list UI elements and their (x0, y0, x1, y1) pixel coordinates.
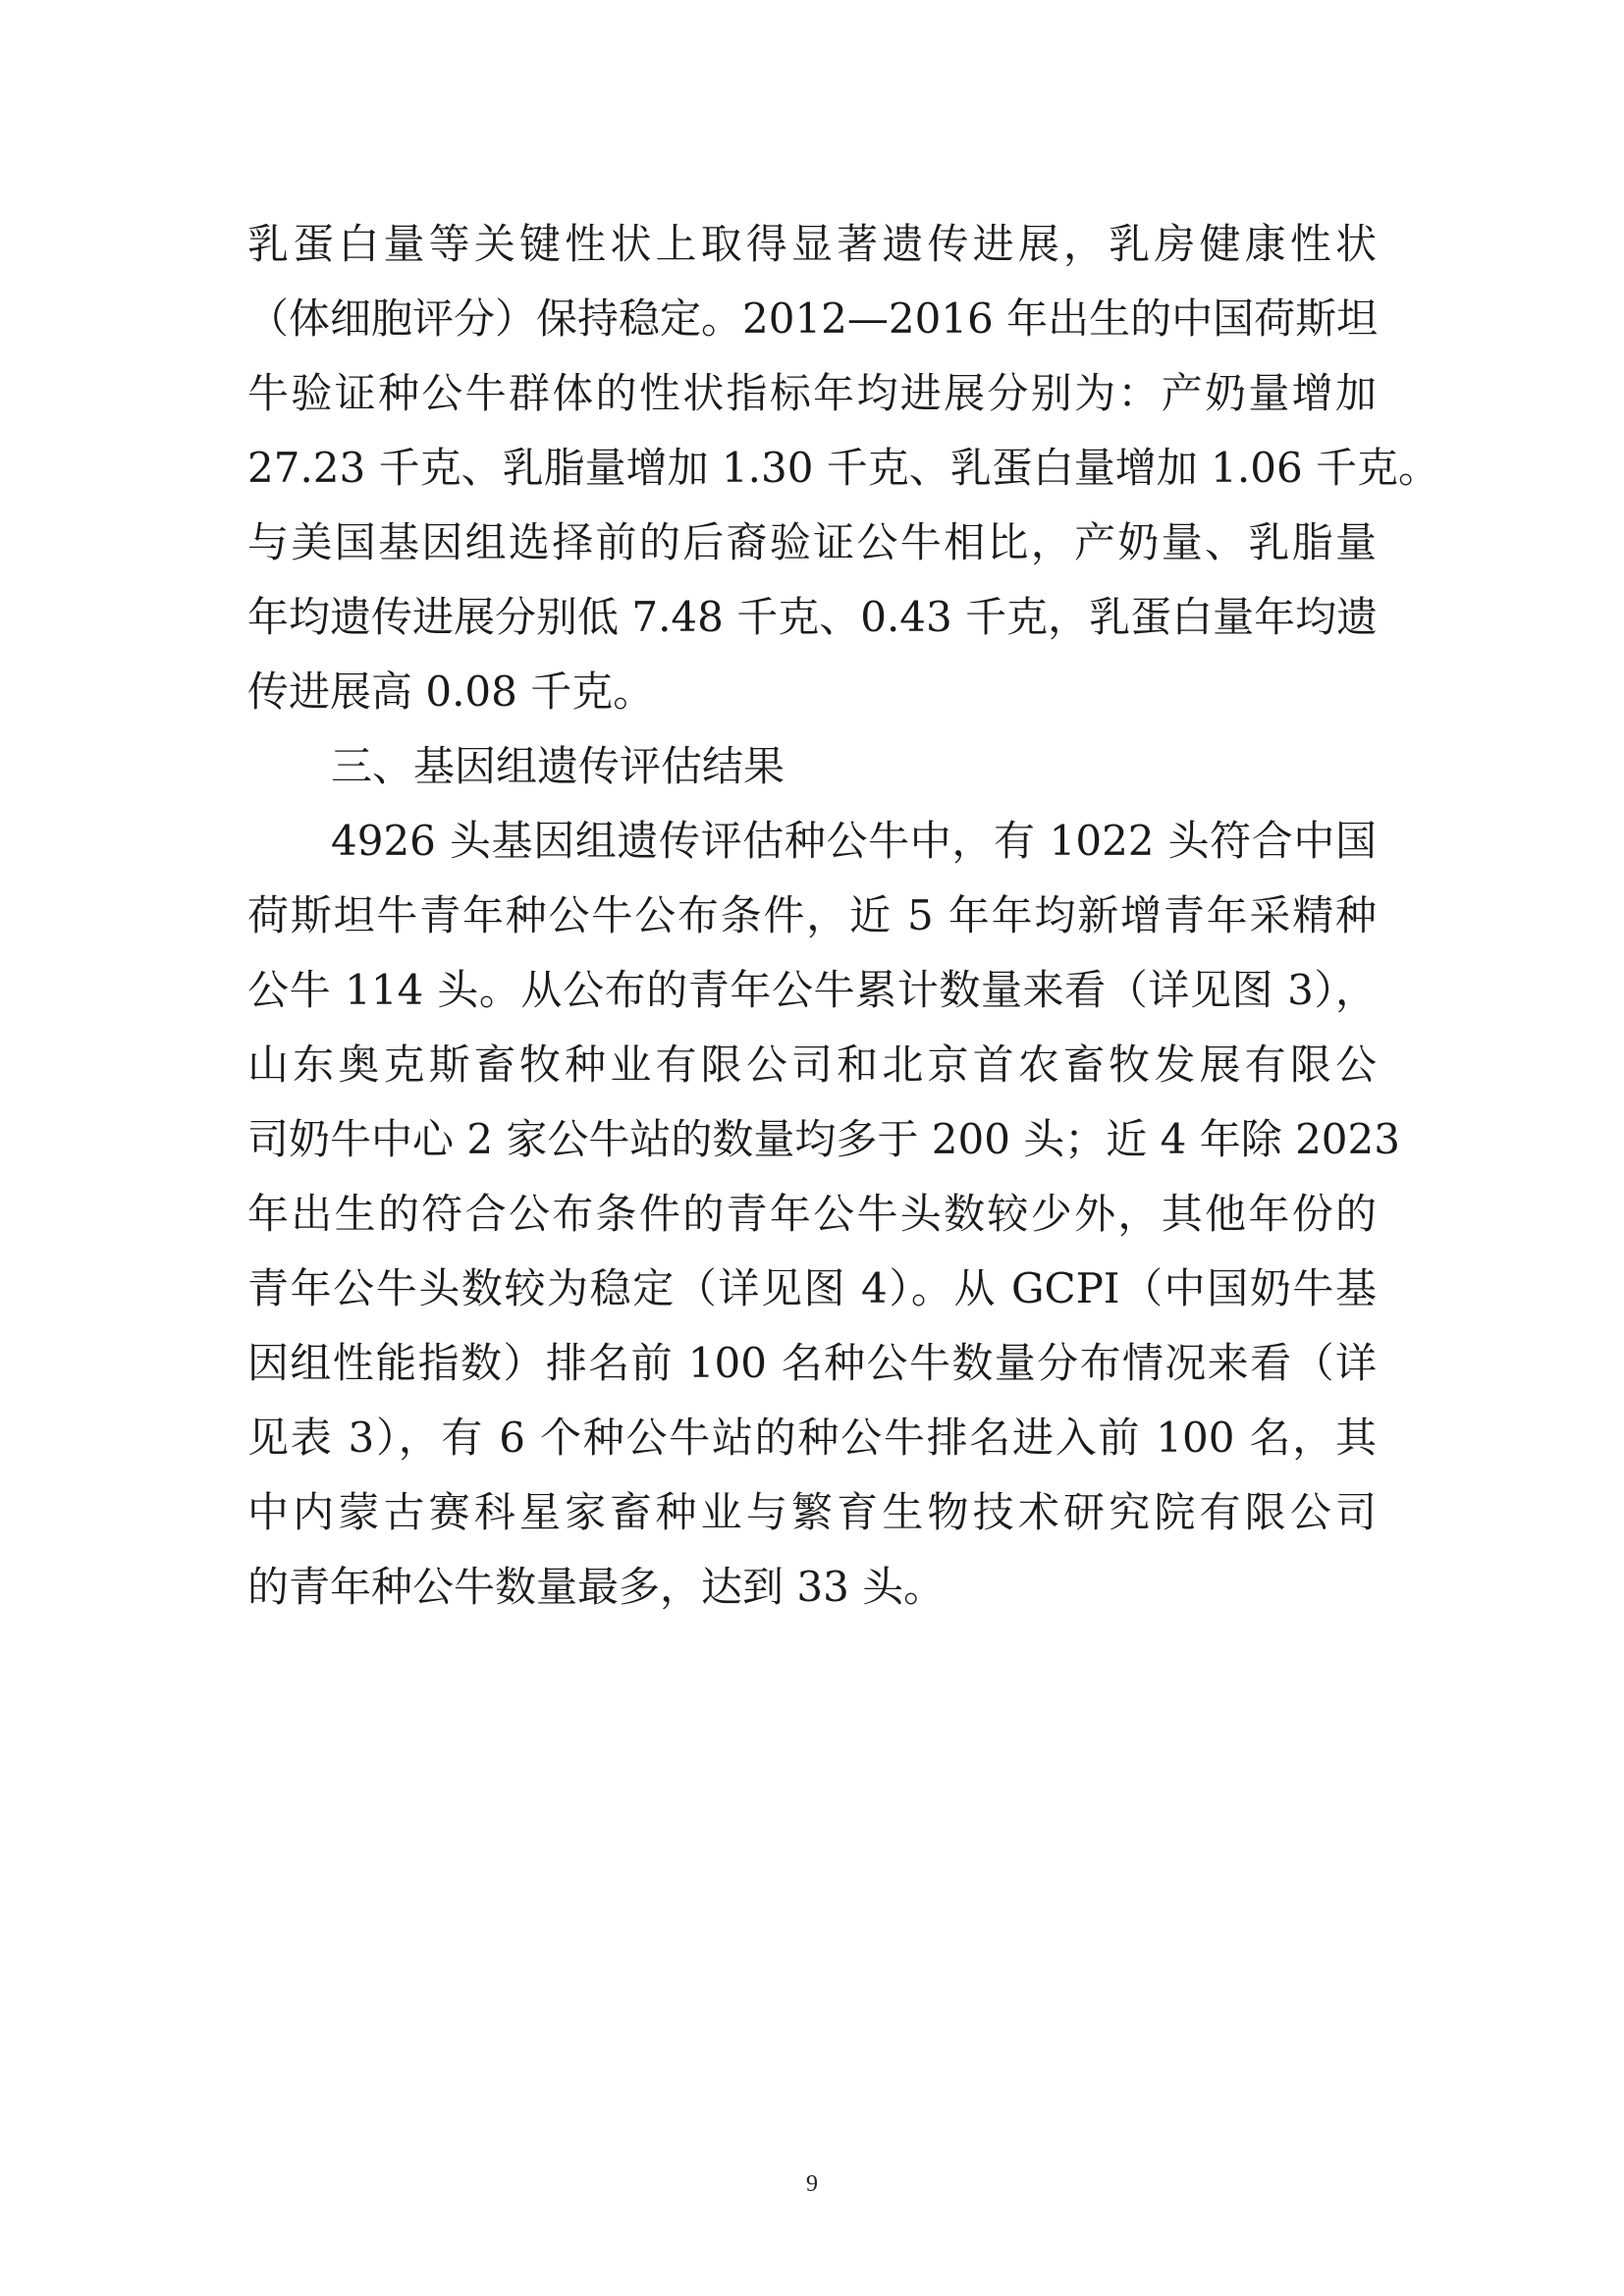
paragraph-2-line: 山东奥克斯畜牧种业有限公司和北京首农畜牧发展有限公 (247, 1041, 1377, 1089)
paragraph-1-line: 牛验证种公牛群体的性状指标年均进展分别为：产奶量增加 (247, 369, 1377, 417)
page-number: 9 (806, 2171, 818, 2197)
paragraph-1-line: 27.23 千克、乳脂量增加 1.30 千克、乳蛋白量增加 1.06 千克。 (247, 444, 1440, 492)
paragraph-2-line: 见表 3），有 6 个种公牛站的种公牛排名进入前 100 名，其 (247, 1414, 1377, 1462)
paragraph-1-line: 传进展高 0.08 千克。 (247, 667, 655, 716)
paragraph-1-line: 与美国基因组选择前的后裔验证公牛相比，产奶量、乳脂量 (247, 518, 1377, 566)
paragraph-1-line: 年均遗传进展分别低 7.48 千克、0.43 千克，乳蛋白量年均遗 (247, 593, 1379, 641)
paragraph-2-line: 的青年种公牛数量最多，达到 33 头。 (247, 1563, 946, 1611)
paragraph-2-line: 年出生的符合公布条件的青年公牛头数较少外，其他年份的 (247, 1190, 1377, 1238)
paragraph-1-line: （体细胞评分）保持稳定。2012—2016 年出生的中国荷斯坦 (247, 294, 1379, 343)
paragraph-1-line: 乳蛋白量等关键性状上取得显著遗传进展，乳房健康性状 (247, 220, 1377, 268)
paragraph-2-line: 因组性能指数）排名前 100 名种公牛数量分布情况来看（详 (247, 1339, 1377, 1387)
paragraph-2-line: 4926 头基因组遗传评估种公牛中，有 1022 头符合中国 (331, 817, 1377, 865)
paragraph-2-line: 中内蒙古赛科星家畜种业与繁育生物技术研究院有限公司 (247, 1488, 1377, 1536)
section-heading: 三、基因组遗传评估结果 (331, 742, 785, 790)
paragraph-2-line: 青年公牛头数较为稳定（详见图 4）。从 GCPI（中国奶牛基 (247, 1264, 1377, 1312)
paragraph-2-line: 司奶牛中心 2 家公牛站的数量均多于 200 头；近 4 年除 2023 (247, 1115, 1400, 1163)
paragraph-2-line: 荷斯坦牛青年种公牛公布条件，近 5 年年均新增青年采精种 (247, 891, 1377, 939)
paragraph-2-line: 公牛 114 头。从公布的青年公牛累计数量来看（详见图 3）， (247, 966, 1377, 1014)
